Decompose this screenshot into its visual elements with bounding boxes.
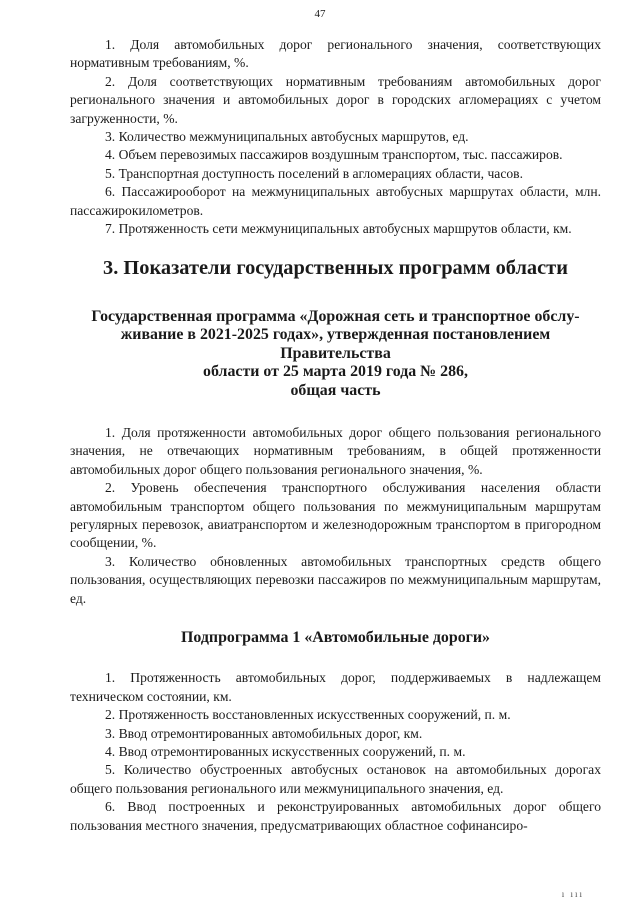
subprogram-item-3: 3. Ввод отремонтированных автомобильных дорог, км. — [105, 725, 423, 741]
page-number: 47 — [314, 8, 326, 20]
subprogram-item-6: 6. Ввод построенных и реконструированных автомобильных дорог общего пользования местного значения, предусматривающих областное софинансиро- — [70, 799, 601, 833]
subprogram-item-1: 1. Протяженность автомобильных дорог, поддерживаемых в надлежащем техническом состоянии, км. — [70, 670, 601, 704]
program-heading: Государственная программа «Дорожная сеть и транспортное обслу- живание в 2021-2025 годах», утвержденная постановлением Правительства области от 25 марта 2019 года № 286, общая часть — [91, 307, 580, 399]
program-item-3: 3. Количество обновленных автомобильных транспортных средств общего пользования, осуществляющих перевозки пассажиров по межмуниципальным маршрутам, ед. — [70, 553, 601, 606]
subprogram-item-5: 5. Количество обустроенных автобусных остановок на автомобильных дорогах общего пользования регионального или межмуниципального значения, ед. — [70, 762, 601, 796]
section-heading: 3. Показатели государственных программ области — [103, 257, 568, 280]
subprogram-item-2: 2. Протяженность восстановленных искусственных сооружений, п. м. — [105, 707, 511, 723]
program-item-2: 2. Уровень обеспечения транспортного обслуживания населения области автомобильным транспортом общего пользования по межмуниципальным маршрутам регулярных перевозок, авиатранспортом и железнодорожным транспортом в пригородном сообщении, %. — [70, 480, 601, 551]
footer-mark: ı ııı — [561, 889, 584, 899]
intro-item-5: 5. Транспортная доступность поселений в агломерациях области, часов. — [105, 165, 523, 181]
intro-item-1: 1. Доля автомобильных дорог регионального значения, соответствующих нормативным требованиям, %. — [70, 37, 601, 71]
intro-item-2: 2. Доля соответствующих нормативным требованиям автомобильных дорог регионального значения и автомобильных дорог в городских агломерациях с учетом загруженности, %. — [70, 73, 601, 126]
intro-item-3: 3. Количество межмуниципальных автобусных маршрутов, ед. — [105, 129, 469, 145]
intro-item-7: 7. Протяженность сети межмуниципальных автобусных маршрутов области, км. — [105, 221, 572, 237]
intro-item-6: 6. Пассажирооборот на межмуниципальных автобусных маршрутах области, млн. пассажирокилометров. — [70, 184, 601, 218]
subprogram-heading: Подпрограмма 1 «Автомобильные дороги» — [181, 628, 490, 646]
intro-item-4: 4. Объем перевозимых пассажиров воздушным транспортом, тыс. пассажиров. — [105, 147, 563, 163]
program-item-1: 1. Доля протяженности автомобильных дорог общего пользования регионального значения, не отвечающих нормативным требованиям, в общей протяженности автомобильных дорог общего пользования регионального значения, %. — [70, 424, 601, 477]
subprogram-item-4: 4. Ввод отремонтированных искусственных сооружений, п. м. — [105, 744, 466, 759]
document-body — [70, 36, 601, 835]
